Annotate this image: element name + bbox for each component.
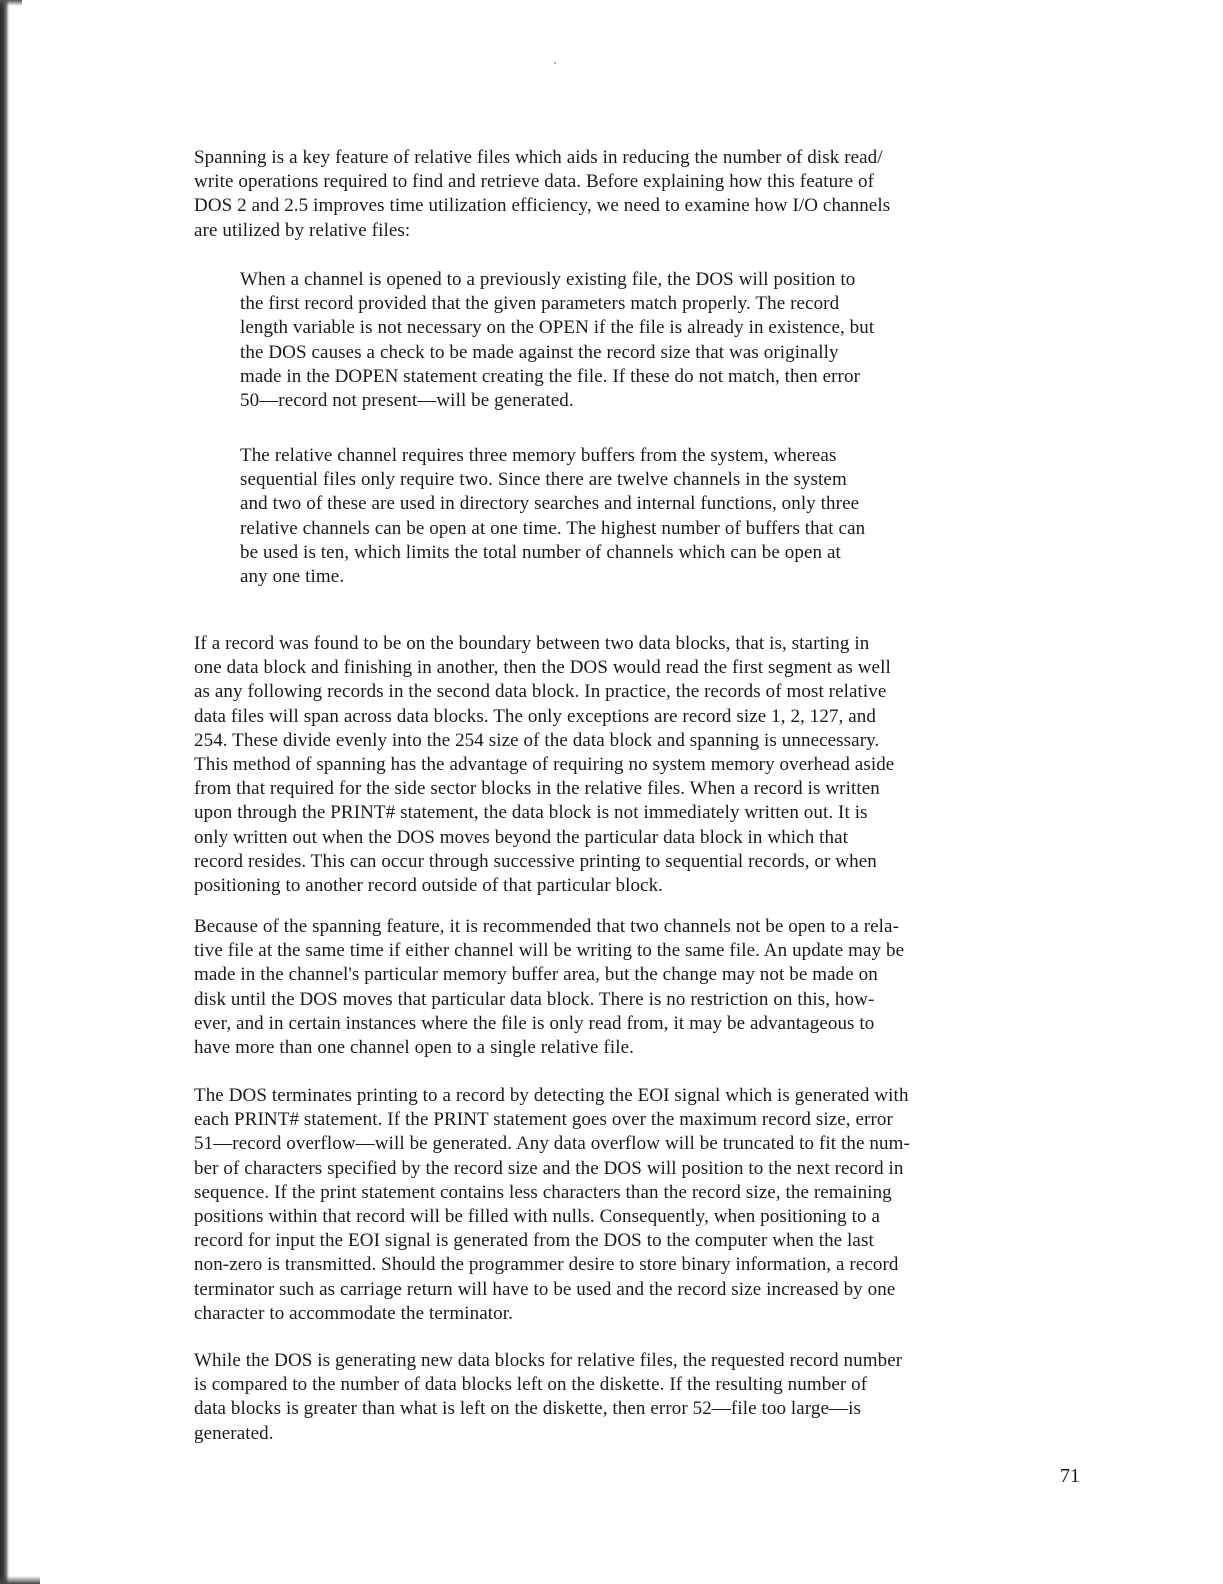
page-number: 71 xyxy=(1060,1465,1080,1487)
quoted-paragraph-memory-buffers: The relative channel requires three memory buffers from the system, whereas sequential files only require two. Since there are twelve channels in the system and two of these are used in directory searches and internal functions, only three relative channels can be open at one time. The highest number of buffers that can be used is ten, which limits the total number of channels which can be open at any one time. xyxy=(240,445,866,588)
quoted-paragraph-channel-open: When a channel is opened to a previously existing file, the DOS will position to the first record provided that the given parameters match properly. The record length variable is not necessary on the OPEN if the file is already in existence, but the DOS causes a check to be made against the record size that was originally made in the DOPEN statement creating the file. If these do not match, then error 50—record not present—will be generated. xyxy=(240,269,875,412)
paragraph-spanning-recommendation: Because of the spanning feature, it is recommended that two channels not be open to a rela- tive file at the same time if either channel will be writing to the same file. An update may be made in the channel's particular memory buffer area, but the change may not be made on disk until the DOS moves that particular data block. There is no restriction on this, how- ever, and in certain instances where the file is only read from, it may be advantageous to have more than one channel open to a single relative file. xyxy=(194,916,905,1059)
scan-corner-mark xyxy=(0,0,22,6)
scan-speck xyxy=(554,62,556,64)
paragraph-eoi-signal: The DOS terminates printing to a record by detecting the EOI signal which is generated with each PRINT# statement. If the PRINT statement goes over the maximum record size, error 51—record overflow—will be generated. Any data overflow will be truncated to fit the num- ber of characters specified by the record size and the DOS will position to the next record in sequence. If the print statement contains less characters than the record size, the remaining positions within that record will be filled with nulls. Consequently, when positioning to a record for input the EOI signal is generated from the DOS to the computer when the last non-zero is transmitted. Should the programmer desire to store binary information, a record terminator such as carriage return will have to be used and the record size increased by one character to accommodate the terminator. xyxy=(194,1085,910,1324)
intro-paragraph: Spanning is a key feature of relative files which aids in reducing the number of disk read/ write operations required to find and retrieve data. Before explaining how this feature of DOS 2 and 2.5 improves time utilization efficiency, we need to examine how I/O channels are utilized by relative files: xyxy=(194,147,891,241)
paragraph-record-boundary: If a record was found to be on the boundary between two data blocks, that is, starting in one data block and finishing in another, then the DOS would read the first segment as well as any following records in the second data block. In practice, the records of most relative data files will span across data blocks. The only exceptions are record size 1, 2, 127, and 254. These divide evenly into the 254 size of the data block and spanning is unnecessary. This method of spanning has the advantage of requiring no system memory overhead aside from that required for the side sector blocks in the relative files. When a record is written upon through the PRINT# statement, the data block is not immediately written out. It is only written out when the DOS moves beyond the particular data block in which that record resides. This can occur through successive printing to sequential records, or when positioning to another record outside of that particular block. xyxy=(194,633,895,897)
scan-foot-mark xyxy=(0,1576,40,1584)
scan-binding-edge xyxy=(0,0,9,1584)
paragraph-file-too-large: While the DOS is generating new data blocks for relative files, the requested record number is compared to the number of data blocks left on the diskette. If the resulting number of data blocks is greater than what is left on the diskette, then error 52—file too large—is generated. xyxy=(194,1350,903,1444)
